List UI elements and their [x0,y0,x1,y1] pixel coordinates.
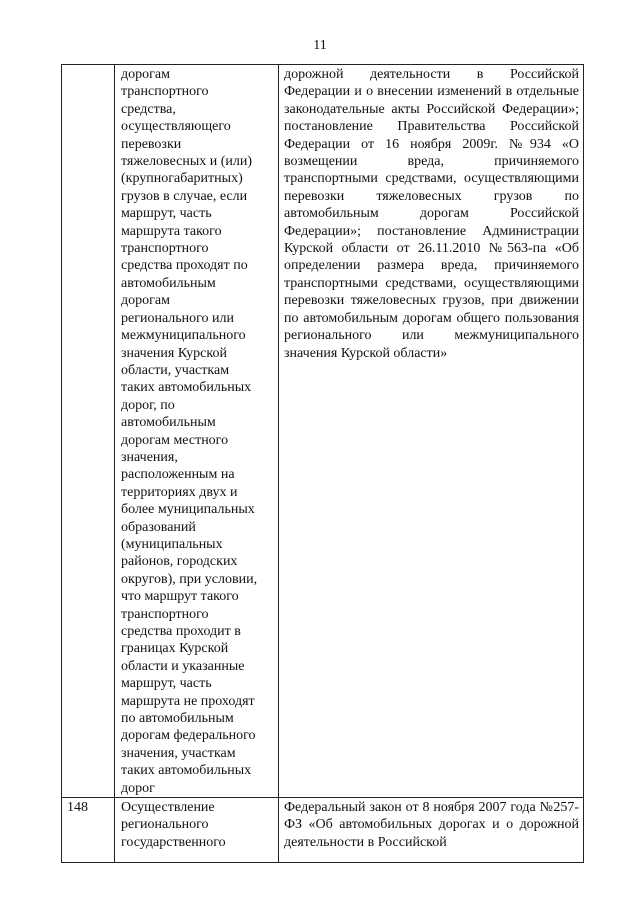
description-line: маршрут, часть [121,676,212,692]
services-table [61,64,584,863]
description-line: значения, участкам [121,745,236,761]
table-row [62,798,584,863]
row-number-cell [62,65,115,798]
service-description-cell [115,798,279,863]
description-line: транспортного [121,241,209,257]
description-line: Осуществление [121,800,215,816]
description-line: области и указанные [121,658,245,674]
description-line: (муниципальных [121,536,223,552]
description-line: средства проходят по [121,258,248,274]
description-line: таких автомобильных [121,380,252,396]
description-line: транспортного [121,84,209,100]
table-row [62,65,584,798]
description-line: дорогам [121,293,170,309]
description-line: значения Курской [121,345,227,361]
description-line: дорогам местного [121,432,229,448]
description-line: дорогам [121,67,170,82]
legal-basis-cell [279,65,584,798]
description-line: регионального или [121,310,235,326]
description-line: границах Курской [121,641,229,657]
description-line: маршрута не проходят [121,693,255,709]
description-line: дорогам федерального [121,728,256,744]
description-line: образований [121,519,196,535]
description-line: более муниципальных [121,502,255,518]
service-description [115,65,278,797]
description-line: что маршрут такого [121,589,239,605]
description-line: территориях двух и [121,484,238,500]
description-line: регионального [121,817,209,833]
description-line: государственного [121,834,226,850]
row-number-cell [62,798,115,863]
description-line: осуществляющего [121,119,231,135]
description-line: округов), при условии, [121,571,258,587]
description-line: районов, городских [121,554,238,570]
description-line: автомобильным [121,275,216,291]
page-number: 11 [313,38,327,53]
description-line: (крупногабаритных) [121,171,243,187]
description-line: межмуниципального [121,328,246,344]
description-line: транспортного [121,606,209,622]
description-line: средства проходит в [121,624,241,639]
description-line: области, участкам [121,362,230,378]
description-line: значения, [121,449,178,465]
description-line: маршрута такого [121,223,222,239]
description-line: дорог, по [121,397,175,413]
service-description-cell [115,65,279,798]
description-line: маршрут, часть [121,206,212,222]
description-line: тяжеловесных и (или) [121,154,253,170]
description-line: перевозки [121,136,182,152]
description-line: дорог [121,780,155,796]
legal-basis-cell [279,798,584,863]
description-line: расположенным на [121,467,235,483]
description-line: таких автомобильных [121,763,252,779]
legal-basis-text: Федеральный закон от 8 ноября 2007 года №257-ФЗ «Об автомобильных дорогах и о дорожной деятельности в Российской [284,800,579,850]
service-description [115,798,278,851]
row-number [62,65,114,66]
description-line: средства, [121,101,176,117]
description-line: грузов в случае, если [121,188,248,204]
description-line: автомобильным [121,415,216,431]
row-number: 148 [67,800,88,816]
description-line: по автомобильным [121,711,234,727]
legal-basis-text: дорожной деятельности в Российской Федерации и о внесении изменений в отдельные законодательные акты Российской Федерации»; постановление Правительства Российской Федерации от 16 ноября 2009г. №934 «О возмещении вреда, причиняемого транспортными средствами, осуществляющими перевозки тяжеловесных грузов по автомобильным дорогам Российской Федерации»; постановление Администрации Курской области от 26.11.2010 №563-па «Об определении размера вреда, причиняемого транспортными средствами, осуществляющими перевозки тяжеловесных грузов, при движении по автомобильным дорогам общего пользования регионального или межмуниципального значения Курской области» [284,67,579,361]
